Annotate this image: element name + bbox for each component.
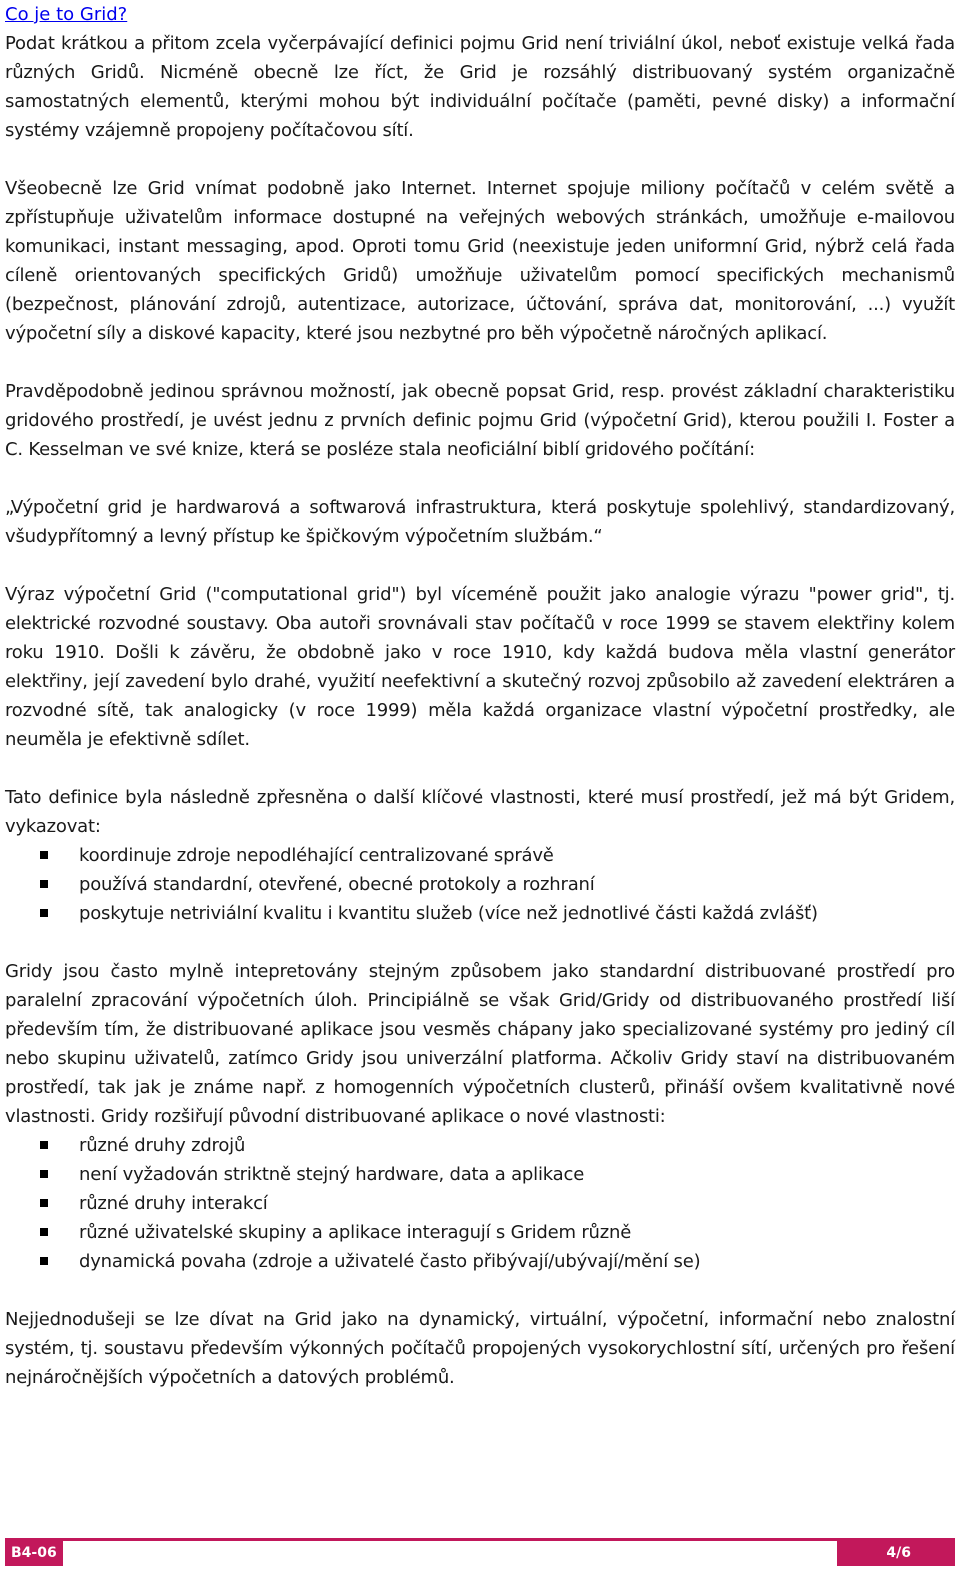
list-item [5,1247,955,1276]
paragraph-properties-intro: Tato definice byla následně zpřesněna o další klíčové vlastnosti, které musí prostředí, jež má být Gridem, vykazovat: [5,787,955,837]
list-item-text: není vyžadován striktně stejný hardware, data a aplikace [79,1164,585,1185]
list-item [5,1160,955,1189]
list-item-text: poskytuje netriviální kvalitu i kvantitu služeb (více než jednotlivé části každá zvlášť) [79,903,818,924]
bullet-square-icon [40,1257,48,1265]
bullet-square-icon [40,1141,48,1149]
footer-rule [5,1538,955,1541]
quote-definition: „Výpočetní grid je hardwarová a softwarová infrastruktura, která poskytuje spolehlivý, standardizovaný, všudypřítomný a levný přístup ke špičkovým výpočetním službám.“ [5,497,955,547]
document-code: B4-06 [5,1541,63,1566]
paragraph-definition: Podat krátkou a přitom zcela vyčerpávající definici pojmu Grid není triviální úkol, neboť existuje velká řada různých Gridů. Nicméně obecně lze říct, že Grid je rozsáhlý distribuovaný systém organizačně samostatných elementů, kterými mohou být individuální počítače (paměti, pevné disky) a informační systémy vzájemně propojeny počítačovou sítí. [5,33,955,141]
properties-list [5,841,955,928]
list-item-text: koordinuje zdroje nepodléhající centralizované správě [79,845,554,866]
paragraph-power-grid-analogy: Výraz výpočetní Grid ("computational grid") byl víceméně použit jako analogie výrazu "power grid", tj. elektrické rozvodné soustavy. Oba autoři srovnávali stav počítačů v roce 1999 se stavem elektřiny kolem roku 1910. Došli k závěru, že obdobně jako v roce 1910, kdy každá budova měla vlastní generátor elektřiny, její zavedení bylo drahé, využití neefektivní a skutečný rozvoj způsobilo až zavedení elektráren a rozvodné sítě, tak analogicky (v roce 1999) měla každá organizace vlastní výpočetní prostředky, ale neuměla je efektivně sdílet. [5,584,955,750]
bullet-square-icon [40,1199,48,1207]
document-page [5,0,955,1421]
paragraph-distributed-comparison: Gridy jsou často mylně intepretovány stejným způsobem jako standardní distribuované prostředí pro paralelní zpracování výpočetních úloh. Principiálně se však Grid/Gridy od distribuovaného prostředí liší především tím, že distribuované aplikace jsou vesměs chápany jako specializované systémy pro jediný cíl nebo skupinu uživatelů, zatímco Gridy jsou univerzální platforma. Ačkoliv Gridy staví na distribuovaném prostředí, tak jak je známe např. z homogenních výpočetních clusterů, přináší ovšem kvalitativně nové vlastnosti. Gridy rozšiřují původní distribuované aplikace o nové vlastnosti: [5,961,955,1127]
bullet-square-icon [40,1228,48,1236]
paragraph-summary: Nejjednodušeji se lze dívat na Grid jako na dynamický, virtuální, výpočetní, informační nebo znalostní systém, tj. soustavu především výkonných počítačů propojených vysokorychlostní sítí, určených pro řešení nejnáročnějších výpočetních a datových problémů. [5,1309,955,1388]
list-item [5,1131,955,1160]
bullet-square-icon [40,909,48,917]
page-number: 4/6 [837,1541,955,1566]
list-item [5,899,955,928]
list-item-text: používá standardní, otevřené, obecné protokoly a rozhraní [79,874,595,895]
bullet-square-icon [40,851,48,859]
bullet-square-icon [40,880,48,888]
document-title[interactable]: Co je to Grid? [5,4,128,25]
list-item-text: dynamická povaha (zdroje a uživatelé často přibývají/ubývají/mění se) [79,1251,701,1272]
paragraph-internet-comparison: Všeobecně lze Grid vnímat podobně jako Internet. Internet spojuje miliony počítačů v celém světě a zpřístupňuje uživatelům informace dostupné na veřejných webových stránkách, umožňuje e-mailovou komunikaci, instant messaging, apod. Oproti tomu Grid (neexistuje jeden uniformní Grid, nýbrž celá řada cíleně orientovaných specifických Gridů) umožňuje uživatelům pomocí specifických mechanismů (bezpečnost, plánování zdrojů, autentizace, autorizace, účtování, správa dat, monitorování, ...) využít výpočetní síly a diskové kapacity, které jsou nezbytné pro běh výpočetně náročných aplikací. [5,178,955,344]
bullet-square-icon [40,1170,48,1178]
new-properties-list [5,1131,955,1276]
list-item-text: různé druhy zdrojů [79,1135,246,1156]
list-item [5,870,955,899]
page-footer [0,1538,960,1566]
list-item [5,841,955,870]
list-item [5,1189,955,1218]
list-item [5,1218,955,1247]
list-item-text: různé uživatelské skupiny a aplikace interagují s Gridem různě [79,1222,632,1243]
list-item-text: různé druhy interakcí [79,1193,268,1214]
paragraph-foster-kesselman: Pravděpodobně jedinou správnou možností, jak obecně popsat Grid, resp. provést základní charakteristiku gridového prostředí, je uvést jednu z prvních definic pojmu Grid (výpočetní Grid), kterou použili I. Foster a C. Kesselman ve své knize, která se posléze stala neoficiální biblí gridového počítání: [5,381,955,460]
